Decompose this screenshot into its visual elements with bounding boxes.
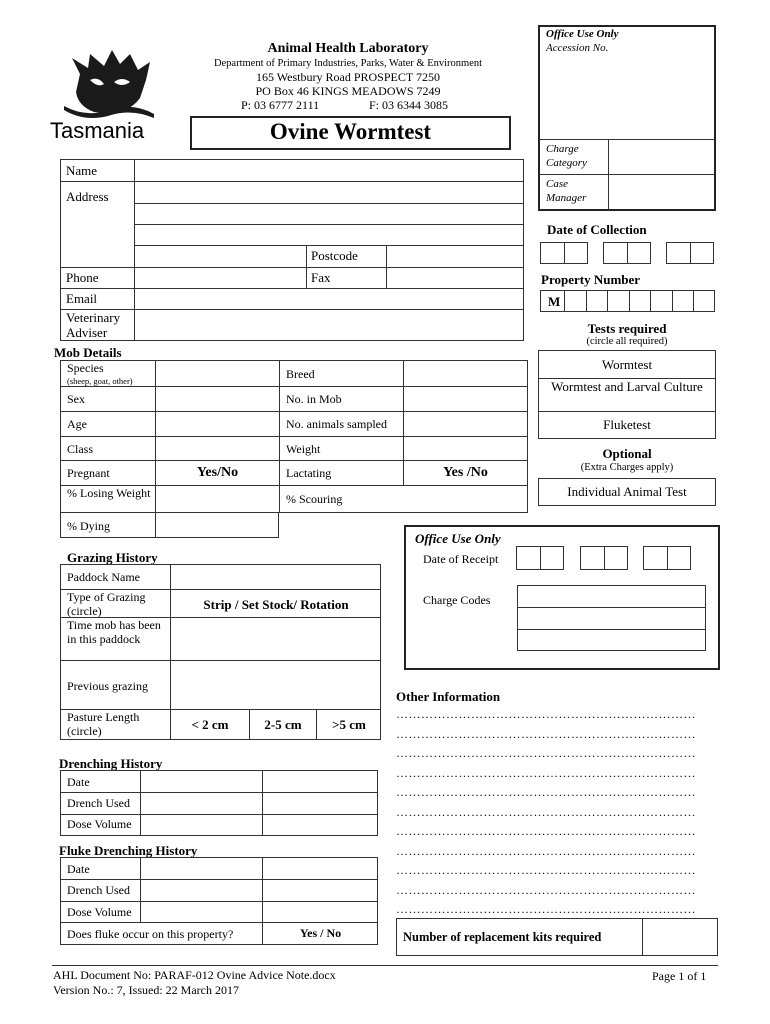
other-info-line-3[interactable]: ……………………………………………………………… <box>396 746 696 760</box>
other-info-line-11[interactable]: ……………………………………………………………… <box>396 902 696 916</box>
property-number-label: Property Number <box>541 272 641 287</box>
date-of-receipt-label: Date of Receipt <box>423 552 499 566</box>
scouring-label: % Scouring <box>286 492 343 506</box>
fluke-history-title: Fluke Drenching History <box>59 843 198 858</box>
time-in-paddock-field[interactable] <box>171 618 380 660</box>
no-in-mob-label: No. in Mob <box>286 392 342 406</box>
drench-dose-field-2[interactable] <box>263 815 377 835</box>
address-label: Address <box>66 189 109 204</box>
other-info-line-6[interactable]: ……………………………………………………………… <box>396 805 696 819</box>
drench-date-label: Date <box>67 775 90 789</box>
dying-field[interactable] <box>156 513 278 537</box>
weight-field[interactable] <box>404 437 527 460</box>
form-title: Ovine Wormtest <box>269 119 432 144</box>
pregnant-options[interactable]: Yes/No <box>196 465 239 480</box>
other-info-line-5[interactable]: ……………………………………………………………… <box>396 785 696 799</box>
fluke-dose-label: Dose Volume <box>67 905 132 919</box>
charge-category-field[interactable] <box>609 140 714 174</box>
mob-details-title: Mob Details <box>54 345 122 360</box>
no-in-mob-field[interactable] <box>404 387 527 411</box>
drench-date-field-2[interactable] <box>263 771 377 792</box>
address-line-2: PO Box 46 KINGS MEADOWS 7249 <box>255 84 441 98</box>
other-info-line-7[interactable]: ……………………………………………………………… <box>396 824 696 838</box>
pasture-length-2to5[interactable]: 2-5 cm <box>264 717 302 732</box>
previous-grazing-label: Previous grazing <box>67 679 148 693</box>
vet-label: Veterinary Adviser <box>66 310 121 340</box>
optional-note: (Extra Charges apply) <box>580 462 674 473</box>
footer-rule <box>52 965 718 966</box>
pasture-length-gt5[interactable]: >5 cm <box>332 717 366 732</box>
time-in-paddock-label: Time mob has been in this paddock <box>67 618 161 646</box>
address-field[interactable] <box>135 182 523 245</box>
individual-animal-test: Individual Animal Test <box>567 484 687 499</box>
grazing-type-label: Type of Grazing (circle) <box>67 590 146 618</box>
pregnant-label: Pregnant <box>67 466 110 480</box>
other-information-title: Other Information <box>396 689 501 704</box>
fluke-drench-label: Drench Used <box>67 883 130 897</box>
tasmania-logo <box>50 40 160 145</box>
fax-label: Fax <box>311 270 331 285</box>
drenching-history-title: Drenching History <box>59 756 163 771</box>
other-info-line-2[interactable]: ……………………………………………………………… <box>396 727 696 741</box>
replacement-kits-field[interactable] <box>643 919 717 955</box>
fluke-dose-field-2[interactable] <box>263 902 377 922</box>
drench-date-field-1[interactable] <box>141 771 261 792</box>
devil-logo-icon <box>50 40 160 120</box>
accession-label: Accession No. <box>546 42 609 54</box>
pasture-length-label: Pasture Length (circle) <box>67 710 140 738</box>
charge-codes-field[interactable] <box>517 585 706 651</box>
dying-label: % Dying <box>67 519 110 533</box>
drench-used-label: Drench Used <box>67 796 130 810</box>
footer-document-number: AHL Document No: PARAF-012 Ovine Advice Note.docx <box>53 968 336 982</box>
replacement-kits-label: Number of replacement kits required <box>403 930 602 944</box>
drench-used-field-1[interactable] <box>141 793 261 814</box>
other-info-line-8[interactable]: ……………………………………………………………… <box>396 844 696 858</box>
department: Department of Primary Industries, Parks, Water & Environment <box>213 58 483 69</box>
lab-name: Animal Health Laboratory <box>267 41 429 56</box>
address-line-1: 165 Westbury Road PROSPECT 7250 <box>256 70 440 84</box>
no-sampled-field[interactable] <box>404 412 527 436</box>
date-of-collection-label: Date of Collection <box>547 222 647 237</box>
paddock-label: Paddock Name <box>67 570 140 584</box>
vet-field[interactable] <box>135 310 523 340</box>
species-label: Species <box>67 361 104 375</box>
fluke-question-label: Does fluke occur on this property? <box>67 927 234 941</box>
postcode-field[interactable] <box>387 246 523 267</box>
fluke-date-label: Date <box>67 862 90 876</box>
case-manager-label: Case Manager <box>546 178 587 204</box>
lactating-label: Lactating <box>286 466 332 480</box>
tests-required-note: (circle all required) <box>586 336 668 347</box>
drench-dose-label: Dose Volume <box>67 817 132 831</box>
phone-label: Phone <box>66 270 99 285</box>
optional-title: Optional <box>602 446 652 461</box>
other-info-line-1[interactable]: ……………………………………………………………… <box>396 707 696 721</box>
lactating-options[interactable]: Yes /No <box>443 465 488 480</box>
logo-wordmark: Tasmania <box>50 118 145 143</box>
drench-dose-field-1[interactable] <box>141 815 261 835</box>
sex-field[interactable] <box>156 387 278 411</box>
charge-codes-label: Charge Codes <box>423 593 491 607</box>
paddock-field[interactable] <box>171 565 380 589</box>
other-info-line-9[interactable]: ……………………………………………………………… <box>396 863 696 877</box>
fluke-dose-field-1[interactable] <box>141 902 261 922</box>
grazing-history-title: Grazing History <box>67 550 158 565</box>
scouring-field[interactable] <box>404 486 527 512</box>
losing-weight-label: % Losing Weight <box>67 486 151 500</box>
breed-field[interactable] <box>404 361 527 386</box>
name-label: Name <box>66 163 98 178</box>
weight-label: Weight <box>286 442 321 456</box>
office-use-top-title: Office Use Only <box>546 28 619 40</box>
phone-field[interactable] <box>135 268 305 288</box>
test-wormtest-larval[interactable]: Wormtest and Larval Culture <box>551 379 703 394</box>
fluke-answer-options[interactable]: Yes / No <box>299 926 342 940</box>
age-field[interactable] <box>156 412 278 436</box>
drench-used-field-2[interactable] <box>263 793 377 814</box>
class-field[interactable] <box>156 437 278 460</box>
species-note: (sheep, goat, other) <box>67 376 133 386</box>
case-manager-field[interactable] <box>609 175 714 209</box>
email-field[interactable] <box>135 289 523 309</box>
fax-number: F: 03 6344 3085 <box>369 98 449 112</box>
footer-version: Version No.: 7, Issued: 22 March 2017 <box>53 983 239 997</box>
fax-field[interactable] <box>387 268 523 288</box>
pasture-length-lt2[interactable]: < 2 cm <box>191 717 229 732</box>
property-number-boxes[interactable] <box>540 290 715 312</box>
age-label: Age <box>67 417 87 431</box>
property-prefix: M <box>548 294 561 309</box>
previous-grazing-field[interactable] <box>171 661 380 709</box>
fluke-drench-field-2[interactable] <box>263 880 377 901</box>
fluke-date-field-2[interactable] <box>263 858 377 879</box>
test-wormtest[interactable]: Wormtest <box>601 357 653 372</box>
sex-label: Sex <box>67 392 85 406</box>
losing-weight-field[interactable] <box>156 486 278 512</box>
charge-category-label: Charge Category <box>546 143 587 169</box>
breed-label: Breed <box>286 367 315 381</box>
class-label: Class <box>67 442 94 456</box>
fluke-date-field-1[interactable] <box>141 858 261 879</box>
office-use-mid-title: Office Use Only <box>415 531 501 546</box>
phone-number: P: 03 6777 2111 <box>241 98 320 112</box>
no-sampled-label: No. animals sampled <box>286 417 387 431</box>
species-field[interactable] <box>156 361 278 386</box>
test-fluketest[interactable]: Fluketest <box>603 417 651 432</box>
postcode-label: Postcode <box>311 248 358 263</box>
grazing-type-options[interactable]: Strip / Set Stock/ Rotation <box>203 597 349 612</box>
other-info-line-10[interactable]: ……………………………………………………………… <box>396 883 696 897</box>
tests-required-title: Tests required <box>587 321 667 336</box>
email-label: Email <box>66 291 98 306</box>
fluke-drench-field-1[interactable] <box>141 880 261 901</box>
footer-page-number: Page 1 of 1 <box>652 969 707 983</box>
other-info-line-4[interactable]: ……………………………………………………………… <box>396 766 696 780</box>
name-field[interactable] <box>135 160 523 181</box>
